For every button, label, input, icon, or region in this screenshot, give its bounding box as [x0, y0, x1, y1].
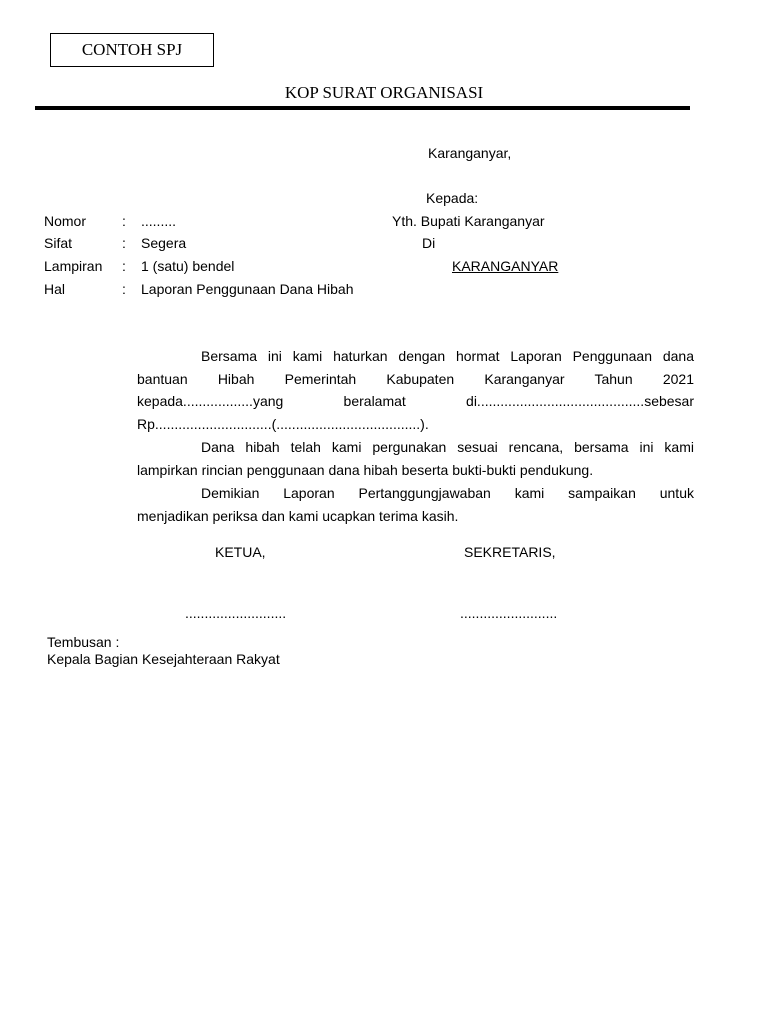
- tembusan-item: Kepala Bagian Kesejahteraan Rakyat: [47, 651, 280, 667]
- body-paragraph-2: [137, 436, 694, 481]
- signature-ketua-label: KETUA,: [215, 544, 266, 560]
- meta-label: Hal: [44, 281, 66, 297]
- body-line: kepada..................yang beralamat di...........................................sebesar: [137, 393, 694, 410]
- body-line: lampirkan rincian penggunaan dana hibah beserta bukti-bukti pendukung.: [137, 461, 594, 478]
- recipient-city: KARANGANYAR: [452, 258, 559, 274]
- meta-colon: :: [122, 258, 126, 274]
- signature-ketua-line: ..........................: [185, 605, 287, 621]
- meta-value: .........: [141, 213, 177, 229]
- body-line: Rp..............................(.....................................).: [137, 416, 429, 433]
- signature-sekretaris-label: SEKRETARIS,: [464, 544, 556, 560]
- meta-label: Sifat: [44, 235, 73, 251]
- body-line: Bersama ini kami haturkan dengan hormat Laporan Penggunaan dana: [201, 348, 694, 364]
- letterhead-rule: [35, 106, 690, 110]
- meta-label: Lampiran: [44, 258, 103, 274]
- tembusan-label: Tembusan :: [47, 634, 120, 650]
- meta-label: Nomor: [44, 213, 87, 229]
- body-line: Dana hibah telah kami pergunakan sesuai rencana, bersama ini kami: [201, 439, 694, 455]
- place-date: Karanganyar,: [428, 145, 512, 161]
- recipient-kepada: Kepada:: [426, 190, 479, 206]
- body-line: menjadikan periksa dan kami ucapkan terima kasih.: [137, 507, 459, 524]
- meta-colon: :: [122, 281, 126, 297]
- meta-colon: :: [122, 235, 126, 251]
- body-paragraph-3: [137, 482, 694, 527]
- meta-value: 1 (satu) bendel: [141, 258, 235, 274]
- body-line: Demikian Laporan Pertanggungjawaban kami sampaikan untuk: [201, 485, 694, 501]
- signature-sekretaris-line: .........................: [460, 605, 558, 621]
- recipient-di: Di: [422, 235, 436, 251]
- meta-value: Laporan Penggunaan Dana Hibah: [141, 281, 354, 297]
- recipient-yth: Yth. Bupati Karanganyar: [392, 213, 545, 229]
- letterhead-title: KOP SURAT ORGANISASI: [284, 83, 484, 102]
- meta-colon: :: [122, 213, 126, 229]
- body-line: bantuan Hibah Pemerintah Kabupaten Karanganyar Tahun 2021: [137, 370, 694, 387]
- meta-value: Segera: [141, 235, 187, 251]
- contoh-spj-box: CONTOH SPJ: [50, 33, 214, 67]
- body-paragraph-1: [137, 345, 694, 436]
